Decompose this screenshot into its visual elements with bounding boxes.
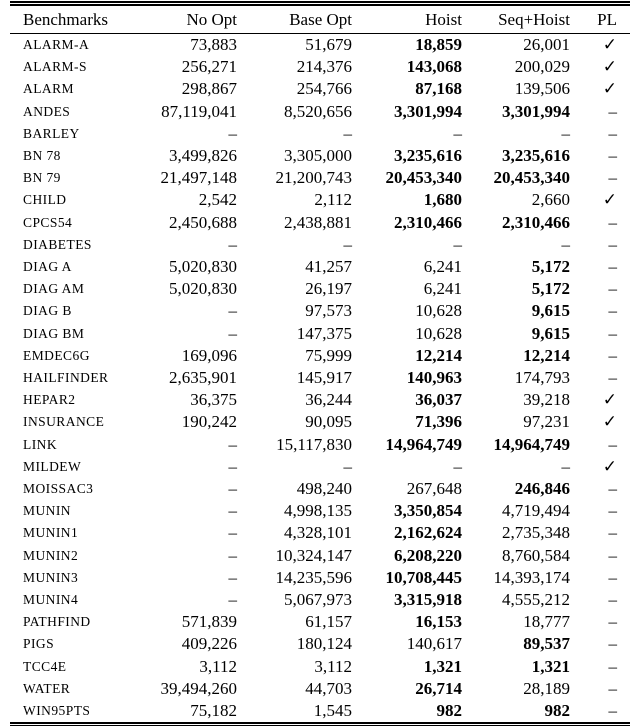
benchmark-name: HEPAR2	[23, 392, 76, 408]
seq-hoist-value: 89,537	[523, 634, 570, 654]
seq-hoist-value: –	[561, 123, 570, 143]
hoist-value: –	[453, 456, 462, 476]
benchmark-name: MUNIN	[23, 503, 71, 519]
seq-hoist-value: 5,172	[531, 279, 570, 299]
base-opt-value: 1,545	[313, 701, 352, 721]
benchmark-name: CHILD	[23, 192, 67, 208]
table-row	[10, 522, 630, 544]
table-row	[10, 567, 630, 589]
seq-hoist-value: 2,735,348	[502, 523, 570, 543]
pl-flag: –	[608, 434, 617, 454]
col-header-pl: PL	[570, 4, 630, 34]
benchmark-name: DIAG BM	[23, 325, 85, 341]
benchmark-name: BN 79	[23, 170, 61, 186]
hoist-value: –	[453, 123, 462, 143]
base-opt-value: –	[343, 123, 352, 143]
hoist-value: 6,241	[423, 279, 462, 299]
table-row	[10, 56, 630, 78]
hoist-value: 14,964,749	[385, 434, 462, 454]
base-opt-value: 90,095	[305, 412, 352, 432]
seq-hoist-value: 3,235,616	[502, 146, 570, 166]
table-row	[10, 101, 630, 123]
no-opt-value: 5,020,830	[169, 279, 237, 299]
pl-flag: –	[608, 590, 617, 610]
base-opt-value: 145,917	[296, 368, 352, 388]
benchmark-name: INSURANCE	[23, 414, 105, 430]
seq-hoist-value: –	[561, 234, 570, 254]
base-opt-value: 75,999	[305, 345, 352, 365]
benchmark-name: LINK	[23, 436, 58, 452]
seq-hoist-value: 39,218	[523, 390, 570, 410]
no-opt-value: –	[228, 567, 237, 587]
hoist-value: 1,680	[423, 190, 462, 210]
no-opt-value: –	[228, 590, 237, 610]
table-row	[10, 234, 630, 256]
benchmark-name: BN 78	[23, 148, 61, 164]
benchmark-name: ALARM-A	[23, 37, 90, 52]
base-opt-value: 41,257	[305, 257, 352, 277]
no-opt-value: –	[228, 323, 237, 343]
table-row	[10, 189, 630, 211]
pl-flag: –	[608, 501, 617, 521]
base-opt-value: 36,244	[305, 390, 352, 410]
benchmark-name: DIABETES	[23, 236, 92, 252]
seq-hoist-value: 18,777	[523, 612, 570, 632]
table-body	[10, 34, 630, 725]
table-row	[10, 500, 630, 522]
benchmark-name: MUNIN2	[23, 547, 79, 563]
col-header-base-opt: Base Opt	[237, 4, 352, 34]
no-opt-value: –	[228, 523, 237, 543]
pl-flag: –	[608, 368, 617, 388]
no-opt-value: 571,839	[181, 612, 237, 632]
base-opt-value: 51,679	[305, 35, 352, 54]
hoist-value: 87,168	[415, 79, 462, 99]
seq-hoist-value: 9,615	[531, 323, 570, 343]
seq-hoist-value: 5,172	[531, 257, 570, 277]
hoist-value: 26,714	[415, 678, 462, 698]
table-row	[10, 78, 630, 100]
hoist-value: 140,617	[406, 634, 462, 654]
benchmark-name: CPCS54	[23, 214, 73, 230]
table-row	[10, 367, 630, 389]
table-row	[10, 212, 630, 234]
pl-flag: –	[608, 101, 617, 121]
table-row	[10, 300, 630, 322]
table-row	[10, 323, 630, 345]
pl-flag: –	[608, 634, 617, 654]
table-row	[10, 389, 630, 411]
pl-flag: –	[608, 323, 617, 343]
base-opt-value: 498,240	[296, 479, 352, 499]
pl-flag: –	[608, 345, 617, 365]
hoist-value: 2,310,466	[394, 212, 462, 232]
col-header-hoist: Hoist	[352, 4, 462, 34]
benchmark-name: HAILFINDER	[23, 370, 109, 386]
hoist-value: 267,648	[406, 479, 462, 499]
seq-hoist-value: 246,846	[514, 479, 570, 499]
hoist-value: 71,396	[415, 412, 462, 432]
hoist-value: 1,321	[423, 656, 462, 676]
hoist-value: 6,241	[423, 257, 462, 277]
table-row	[10, 345, 630, 367]
table-row	[10, 478, 630, 500]
pl-flag: ✓	[602, 35, 617, 54]
pl-flag: –	[608, 612, 617, 632]
seq-hoist-value: 26,001	[523, 35, 570, 54]
benchmark-name: ALARM	[23, 81, 75, 97]
seq-hoist-value: 2,310,466	[502, 212, 570, 232]
pl-flag: ✓	[602, 79, 617, 99]
hoist-value: –	[453, 234, 462, 254]
no-opt-value: 3,499,826	[169, 146, 237, 166]
hoist-value: 982	[436, 701, 462, 721]
header-row	[10, 4, 630, 34]
no-opt-value: 169,096	[181, 345, 237, 365]
seq-hoist-value: 2,660	[531, 190, 570, 210]
seq-hoist-value: 9,615	[531, 301, 570, 321]
pl-flag: –	[608, 545, 617, 565]
seq-hoist-value: 12,214	[523, 345, 570, 365]
table-row	[10, 545, 630, 567]
table-row	[10, 278, 630, 300]
base-opt-value: –	[343, 234, 352, 254]
base-opt-value: 10,324,147	[275, 545, 352, 565]
no-opt-value: 2,450,688	[169, 212, 237, 232]
hoist-value: 2,162,624	[394, 523, 462, 543]
hoist-value: 3,235,616	[394, 146, 462, 166]
hoist-value: 6,208,220	[394, 545, 462, 565]
base-opt-value: 97,573	[305, 301, 352, 321]
table-row	[10, 700, 630, 725]
seq-hoist-value: 28,189	[523, 678, 570, 698]
no-opt-value: 190,242	[181, 412, 237, 432]
pl-flag: –	[608, 212, 617, 232]
benchmark-name: PATHFIND	[23, 614, 91, 630]
hoist-value: 3,301,994	[394, 101, 462, 121]
seq-hoist-value: 97,231	[523, 412, 570, 432]
base-opt-value: 21,200,743	[275, 168, 352, 188]
pl-flag: –	[608, 123, 617, 143]
table-row	[10, 411, 630, 433]
table-row	[10, 256, 630, 278]
seq-hoist-value: 14,393,174	[493, 567, 570, 587]
base-opt-value: 180,124	[296, 634, 352, 654]
base-opt-value: 44,703	[305, 678, 352, 698]
table-row	[10, 167, 630, 189]
base-opt-value: 8,520,656	[284, 101, 352, 121]
no-opt-value: –	[228, 123, 237, 143]
pl-flag: –	[608, 168, 617, 188]
seq-hoist-value: 1,321	[531, 656, 570, 676]
hoist-value: 10,628	[415, 323, 462, 343]
benchmark-name: MILDEW	[23, 458, 82, 474]
pl-flag: –	[608, 656, 617, 676]
pl-flag: ✓	[602, 390, 617, 410]
pl-flag: ✓	[602, 57, 617, 77]
pl-flag: –	[608, 234, 617, 254]
col-header-no-opt: No Opt	[135, 4, 237, 34]
no-opt-value: –	[228, 545, 237, 565]
table-row	[10, 589, 630, 611]
no-opt-value: 73,883	[190, 35, 237, 54]
base-opt-value: 61,157	[305, 612, 352, 632]
hoist-value: 20,453,340	[385, 168, 462, 188]
seq-hoist-value: 139,506	[514, 79, 570, 99]
benchmark-name: DIAG A	[23, 259, 72, 275]
table-row	[10, 678, 630, 700]
base-opt-value: 4,328,101	[284, 523, 352, 543]
benchmark-name: ALARM-S	[23, 59, 87, 75]
table-row	[10, 434, 630, 456]
no-opt-value: 5,020,830	[169, 257, 237, 277]
hoist-value: 140,963	[406, 368, 462, 388]
seq-hoist-value: –	[561, 456, 570, 476]
pl-flag: ✓	[602, 190, 617, 210]
seq-hoist-value: 20,453,340	[493, 168, 570, 188]
pl-flag: ✓	[602, 412, 617, 432]
pl-flag: –	[608, 257, 617, 277]
col-header-benchmarks: Benchmarks	[10, 4, 135, 34]
table-row	[10, 633, 630, 655]
no-opt-value: 87,119,041	[161, 101, 237, 121]
benchmark-name: EMDEC6G	[23, 347, 90, 363]
seq-hoist-value: 174,793	[514, 368, 570, 388]
benchmark-name: TCC4E	[23, 658, 67, 674]
seq-hoist-value: 4,719,494	[502, 501, 570, 521]
base-opt-value: –	[343, 456, 352, 476]
pl-flag: –	[608, 523, 617, 543]
seq-hoist-value: 4,555,212	[502, 590, 570, 610]
base-opt-value: 3,305,000	[284, 146, 352, 166]
hoist-value: 10,708,445	[385, 567, 462, 587]
table-row	[10, 611, 630, 633]
base-opt-value: 4,998,135	[284, 501, 352, 521]
benchmark-results-table	[10, 1, 630, 726]
hoist-value: 16,153	[415, 612, 462, 632]
base-opt-value: 3,112	[314, 656, 352, 676]
no-opt-value: 39,494,260	[160, 678, 237, 698]
seq-hoist-value: 982	[544, 701, 570, 721]
base-opt-value: 5,067,973	[284, 590, 352, 610]
no-opt-value: 36,375	[190, 390, 237, 410]
table-row	[10, 34, 630, 57]
no-opt-value: 3,112	[199, 656, 237, 676]
base-opt-value: 2,438,881	[284, 212, 352, 232]
hoist-value: 10,628	[415, 301, 462, 321]
base-opt-value: 2,112	[314, 190, 352, 210]
table-row	[10, 656, 630, 678]
no-opt-value: –	[228, 456, 237, 476]
pl-flag: –	[608, 567, 617, 587]
hoist-value: 3,315,918	[394, 590, 462, 610]
col-header-seq-hoist: Seq+Hoist	[462, 4, 570, 34]
base-opt-value: 14,235,596	[275, 567, 352, 587]
hoist-value: 143,068	[406, 57, 462, 77]
no-opt-value: 2,635,901	[169, 368, 237, 388]
benchmark-name: MOISSAC3	[23, 481, 94, 497]
benchmark-name: ANDES	[23, 103, 71, 119]
no-opt-value: 2,542	[198, 190, 237, 210]
table-row	[10, 123, 630, 145]
no-opt-value: –	[228, 434, 237, 454]
benchmark-name: PIGS	[23, 636, 55, 652]
benchmark-name: WATER	[23, 680, 71, 696]
no-opt-value: 298,867	[181, 79, 237, 99]
benchmark-name: MUNIN4	[23, 592, 79, 608]
no-opt-value: 21,497,148	[160, 168, 237, 188]
hoist-value: 18,859	[415, 35, 462, 54]
pl-flag: –	[608, 279, 617, 299]
seq-hoist-value: 200,029	[514, 57, 570, 77]
no-opt-value: –	[228, 501, 237, 521]
seq-hoist-value: 3,301,994	[502, 101, 570, 121]
benchmark-name: WIN95PTS	[23, 703, 91, 719]
benchmark-name: MUNIN3	[23, 569, 79, 585]
seq-hoist-value: 8,760,584	[502, 545, 570, 565]
no-opt-value: –	[228, 234, 237, 254]
pl-flag: –	[608, 678, 617, 698]
seq-hoist-value: 14,964,749	[493, 434, 570, 454]
no-opt-value: 409,226	[181, 634, 237, 654]
base-opt-value: 26,197	[305, 279, 352, 299]
hoist-value: 36,037	[415, 390, 462, 410]
no-opt-value: 256,271	[181, 57, 237, 77]
benchmark-name: DIAG AM	[23, 281, 85, 297]
hoist-value: 12,214	[415, 345, 462, 365]
pl-flag: –	[608, 479, 617, 499]
base-opt-value: 254,766	[296, 79, 352, 99]
benchmark-name: BARLEY	[23, 125, 80, 141]
no-opt-value: 75,182	[190, 701, 237, 721]
table-row	[10, 145, 630, 167]
pl-flag: ✓	[602, 456, 617, 476]
benchmark-name: MUNIN1	[23, 525, 79, 541]
base-opt-value: 147,375	[296, 323, 352, 343]
pl-flag: –	[608, 301, 617, 321]
benchmark-name: DIAG B	[23, 303, 72, 319]
no-opt-value: –	[228, 479, 237, 499]
base-opt-value: 214,376	[296, 57, 352, 77]
hoist-value: 3,350,854	[394, 501, 462, 521]
pl-flag: –	[608, 146, 617, 166]
table-row	[10, 456, 630, 478]
pl-flag: –	[608, 701, 617, 721]
base-opt-value: 15,117,830	[276, 434, 352, 454]
no-opt-value: –	[228, 301, 237, 321]
